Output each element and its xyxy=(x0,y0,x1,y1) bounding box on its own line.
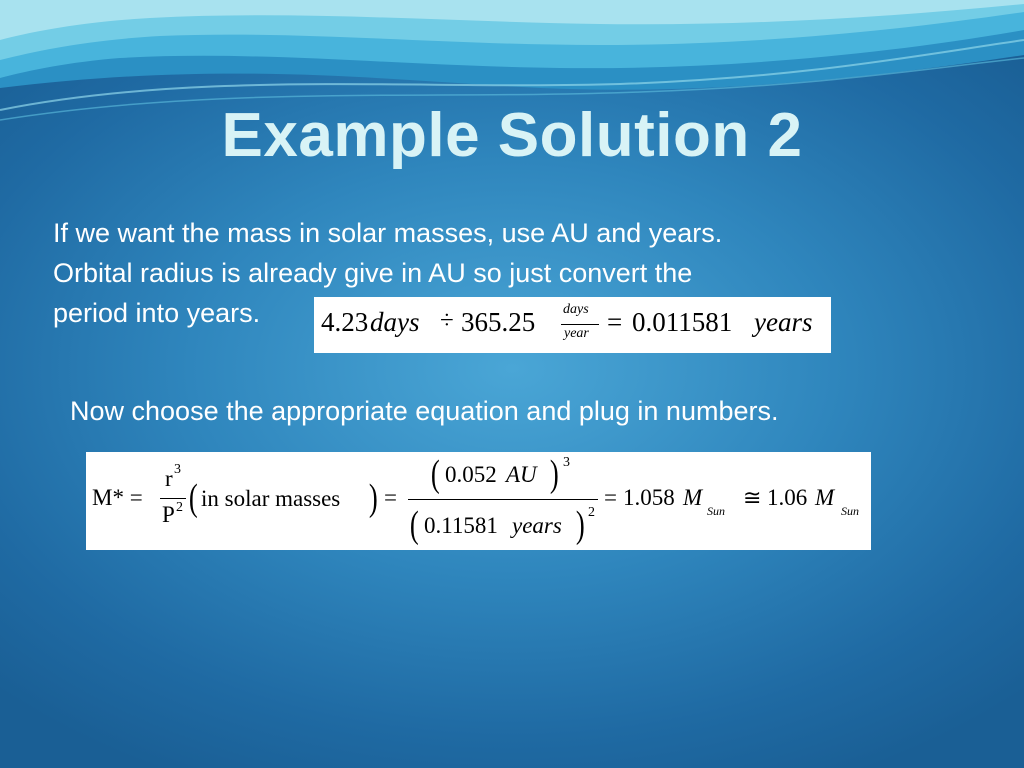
eq1-result-unit: years xyxy=(754,307,813,337)
eq2-M-1: M xyxy=(683,485,703,510)
eq2-P: P xyxy=(162,502,175,527)
eq2-num-close-paren: ) xyxy=(549,453,559,495)
eq2-approx-sign: ≅ xyxy=(743,485,762,510)
eq2-sun-subscript-1: Sun xyxy=(707,504,725,518)
eq2-den-open-paren: ( xyxy=(409,504,419,546)
eq1-fraction-numerator: days xyxy=(563,302,589,317)
eq2-sun-subscript-2: Sun xyxy=(841,504,859,518)
eq2-r-exponent: 3 xyxy=(174,462,181,477)
eq2-num-exponent: 3 xyxy=(563,455,570,470)
eq2-den-close-paren: ) xyxy=(575,504,585,546)
eq2-equals-2: = xyxy=(604,485,617,510)
conversion-equation xyxy=(314,297,831,353)
eq2-den-unit: years xyxy=(512,513,562,538)
eq1-result: 0.011581 xyxy=(632,307,733,337)
eq2-main-fraction-bar xyxy=(408,499,598,500)
intro-line-2: Orbital radius is already give in AU so just convert the xyxy=(53,258,693,288)
instruction-text: Now choose the appropriate equation and plug in numbers. xyxy=(70,396,779,426)
eq2-num-open-paren: ( xyxy=(430,453,440,495)
eq2-den-exponent: 2 xyxy=(588,505,595,520)
eq1-fraction-denominator: year xyxy=(564,326,589,341)
eq2-den-value: 0.11581 xyxy=(424,513,498,538)
intro-line-3: period into years. xyxy=(53,298,261,328)
eq2-note-open-paren: ( xyxy=(188,477,198,519)
eq2-num-value: 0.052 xyxy=(445,462,497,487)
intro-line-1: If we want the mass in solar masses, use AU and years. xyxy=(53,218,723,248)
eq2-note-close-paren: ) xyxy=(368,477,378,519)
eq2-r: r xyxy=(165,466,173,491)
eq1-value1: 4.23 xyxy=(321,307,369,337)
eq2-result-1: 1.058 xyxy=(623,485,675,510)
mass-equation xyxy=(86,452,871,550)
eq2-P-exponent: 2 xyxy=(176,500,183,515)
eq1-value2: 365.25 xyxy=(461,307,536,337)
eq1-equals: = xyxy=(607,307,623,337)
eq2-lhs: M* = xyxy=(92,485,143,510)
eq2-num-unit: AU xyxy=(506,462,537,487)
eq2-equals-1: = xyxy=(384,485,397,510)
eq2-note: in solar masses xyxy=(201,486,341,511)
slide-title: Example Solution 2 xyxy=(221,101,803,170)
eq1-unit1: days xyxy=(370,307,420,337)
eq2-result-2: 1.06 xyxy=(767,485,808,510)
eq2-M-2: M xyxy=(815,485,835,510)
eq1-divide-sign: ÷ xyxy=(440,307,454,334)
